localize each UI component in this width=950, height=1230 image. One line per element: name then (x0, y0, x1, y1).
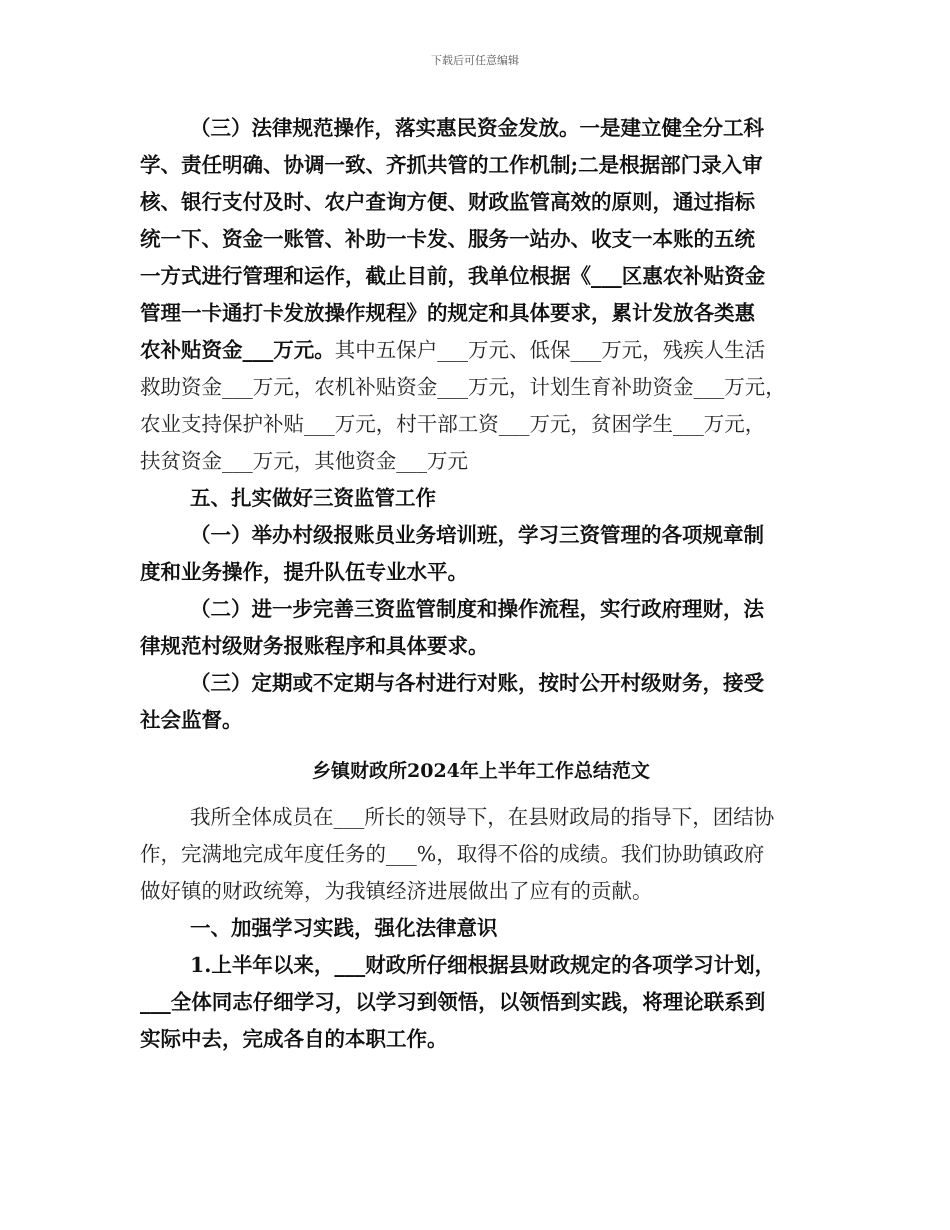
paragraph-line: （三）定期或不定期与各村进行对账，按时公开村级财务，接受 (190, 671, 764, 695)
paragraph-line: 1.上半年以来，___财政所仔细根据县财政规定的各项学习计划， (190, 953, 776, 977)
paragraph-line: 实际中去，完成各自的本职工作。 (140, 1027, 448, 1051)
paragraph-line: 核、银行支付及时、农户查询方便、财政监管高效的原则，通过指标 (140, 190, 755, 214)
paragraph-line: 学、责任明确、协调一致、齐抓共管的工作机制;二是根据部门录入审 (140, 153, 763, 177)
text-run: 农补贴资金___万元。 (140, 338, 335, 362)
paragraph-line: （二）进一步完善三资监管制度和操作流程，实行政府理财，法 (190, 597, 764, 621)
paragraph-line: 社会监督。 (140, 708, 243, 732)
article-title: 乡镇财政所2024年上半年工作总结范文 (312, 760, 650, 782)
section-heading: 一、加强学习实践，强化法律意识 (190, 916, 498, 940)
paragraph-line: 我所全体成员在___所长的领导下，在县财政局的指导下，团结协 (190, 805, 775, 829)
paragraph-line: 农业支持保护补贴___万元，村干部工资___万元，贫困学生___万元， (140, 412, 766, 436)
paragraph-line: ___全体同志仔细学习，以学习到领悟，以领悟到实践，将理论联系到 (140, 990, 766, 1014)
paragraph-line: （三）法律规范操作，落实惠民资金发放。一是建立健全分工科 (190, 116, 764, 140)
paragraph-line: （一）举办村级报账员业务培训班，学习三资管理的各项规章制 (190, 523, 764, 547)
paragraph-line: 作，完满地完成年度任务的___%，取得不俗的成绩。我们协助镇政府 (140, 842, 765, 866)
page-header: 下载后可任意编辑 (431, 54, 519, 67)
paragraph-line: 统一下、资金一账管、补助一卡发、服务一站办、收支一本账的五统 (140, 227, 755, 251)
paragraph-line: 度和业务操作，提升队伍专业水平。 (140, 560, 468, 584)
paragraph-line: 管理一卡通打卡发放操作规程》的规定和具体要求，累计发放各类惠 (140, 301, 755, 325)
paragraph-line: 救助资金___万元，农机补贴资金___万元，计划生育补助资金___万元， (140, 375, 786, 399)
text-run: 其中五保户___万元、低保___万元，残疾人生活 (334, 338, 766, 362)
section-heading: 五、扎实做好三资监管工作 (190, 486, 436, 510)
paragraph-line (140, 336, 765, 364)
paragraph-line: 一方式进行管理和运作，截止目前，我单位根据《___区惠农补贴资金 (140, 264, 766, 288)
paragraph-line: 律规范村级财务报账程序和具体要求。 (140, 634, 489, 658)
paragraph-line: 做好镇的财政统筹，为我镇经济进展做出了应有的贡献。 (140, 879, 653, 903)
paragraph-line: 扶贫资金___万元，其他资金___万元 (140, 449, 468, 473)
